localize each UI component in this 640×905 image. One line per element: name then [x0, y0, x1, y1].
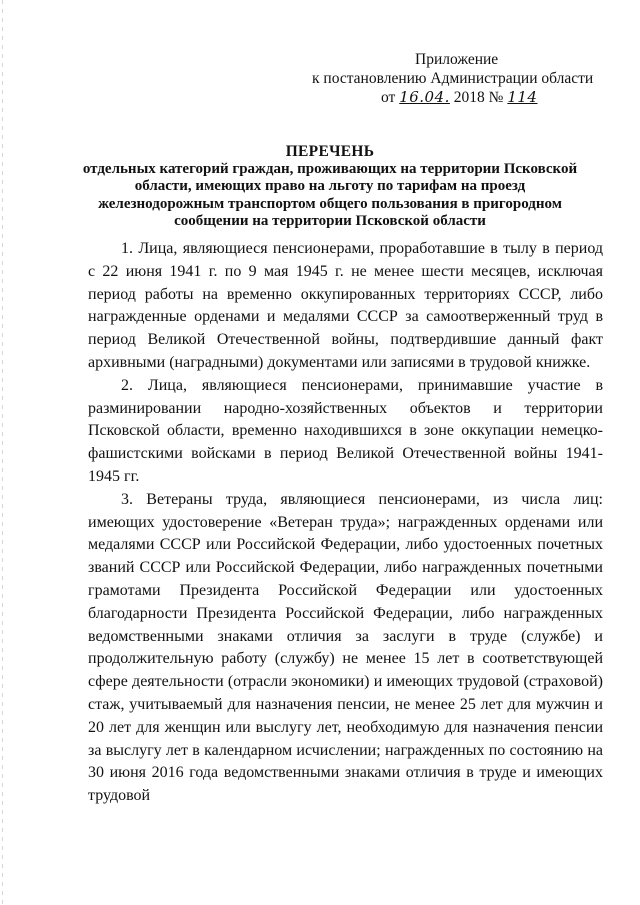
list-item-3: 3. Ветераны труда, являющиеся пенсионерами, из числа лиц: имеющих удостоверение «Ветеран труда»; награжденных орденами или медалями СССР или Российской Федерации, либо удостоенных почетных званий СССР или Российской Федерации, либо награжденных почетными грамотами Президента Российской Федерации или удостоенных благодарности Президента Российской Федерации, либо награжденных ведомственными знаками отличия за заслуги в труде (службе) и продолжительную работу (службу) не менее 15 лет в соответствующей сфере деятельности (отрасли экономики) и имеющих трудовой (страховой) стаж, учитываемый для назначения пенсии, не менее 25 лет для мужчин и 20 лет для женщин или выслугу лет, необходимую для назначения пенсии за выслугу лет в календарном исчислении; награжденных по состоянию на 30 июня 2016 года ведомственными знаками отличия в труде и имеющих трудовой	[88, 490, 603, 805]
handwritten-date: 16.04.	[399, 88, 450, 106]
appendix-subtitle: к постановлению Администрации области	[312, 70, 594, 87]
handwritten-number: 114	[507, 88, 538, 106]
scan-edge-artifact	[2, 0, 3, 905]
date-prefix: от	[381, 89, 396, 106]
heading-line-4: сообщении на территории Псковской области	[174, 213, 486, 229]
list-item-2: 2. Лица, являющиеся пенсионерами, принимавшие участие в разминировании народно-хозяйственных объектов и территории Псковской области, временно находившихся в зоне оккупации немецко-фашистскими войсками в период Великой Отечественной войны 1941-1945 гг.	[88, 376, 603, 485]
appendix-block	[300, 50, 600, 107]
heading-title: ПЕРЕЧЕНЬ	[285, 143, 375, 160]
appendix-date-line	[300, 88, 600, 107]
list-item-1: 1. Лица, являющиеся пенсионерами, проработавшие в тылу в период с 22 июня 1941 г. по 9 мая 1945 г. не менее шести месяцев, исключая период работы на временно оккупированных территориях СССР, либо награжденные орденами и медалями СССР за самоотверженный труд в период Великой Отечественной войны, подтвердившие данный факт архивными (наградными) документами или записями в трудовой книжке.	[88, 240, 603, 371]
heading-line-3: железнодорожным транспортом общего пользования в пригородном	[98, 195, 562, 212]
heading-line-1: отдельных категорий граждан, проживающих на территории Псковской	[82, 160, 578, 177]
appendix-title: Приложение	[415, 51, 499, 68]
document-heading	[70, 143, 590, 231]
year-number-label: 2018 №	[453, 89, 504, 106]
document-body	[88, 238, 603, 808]
heading-line-2: области, имеющих право на льготу по тарифам на проезд	[134, 178, 526, 194]
